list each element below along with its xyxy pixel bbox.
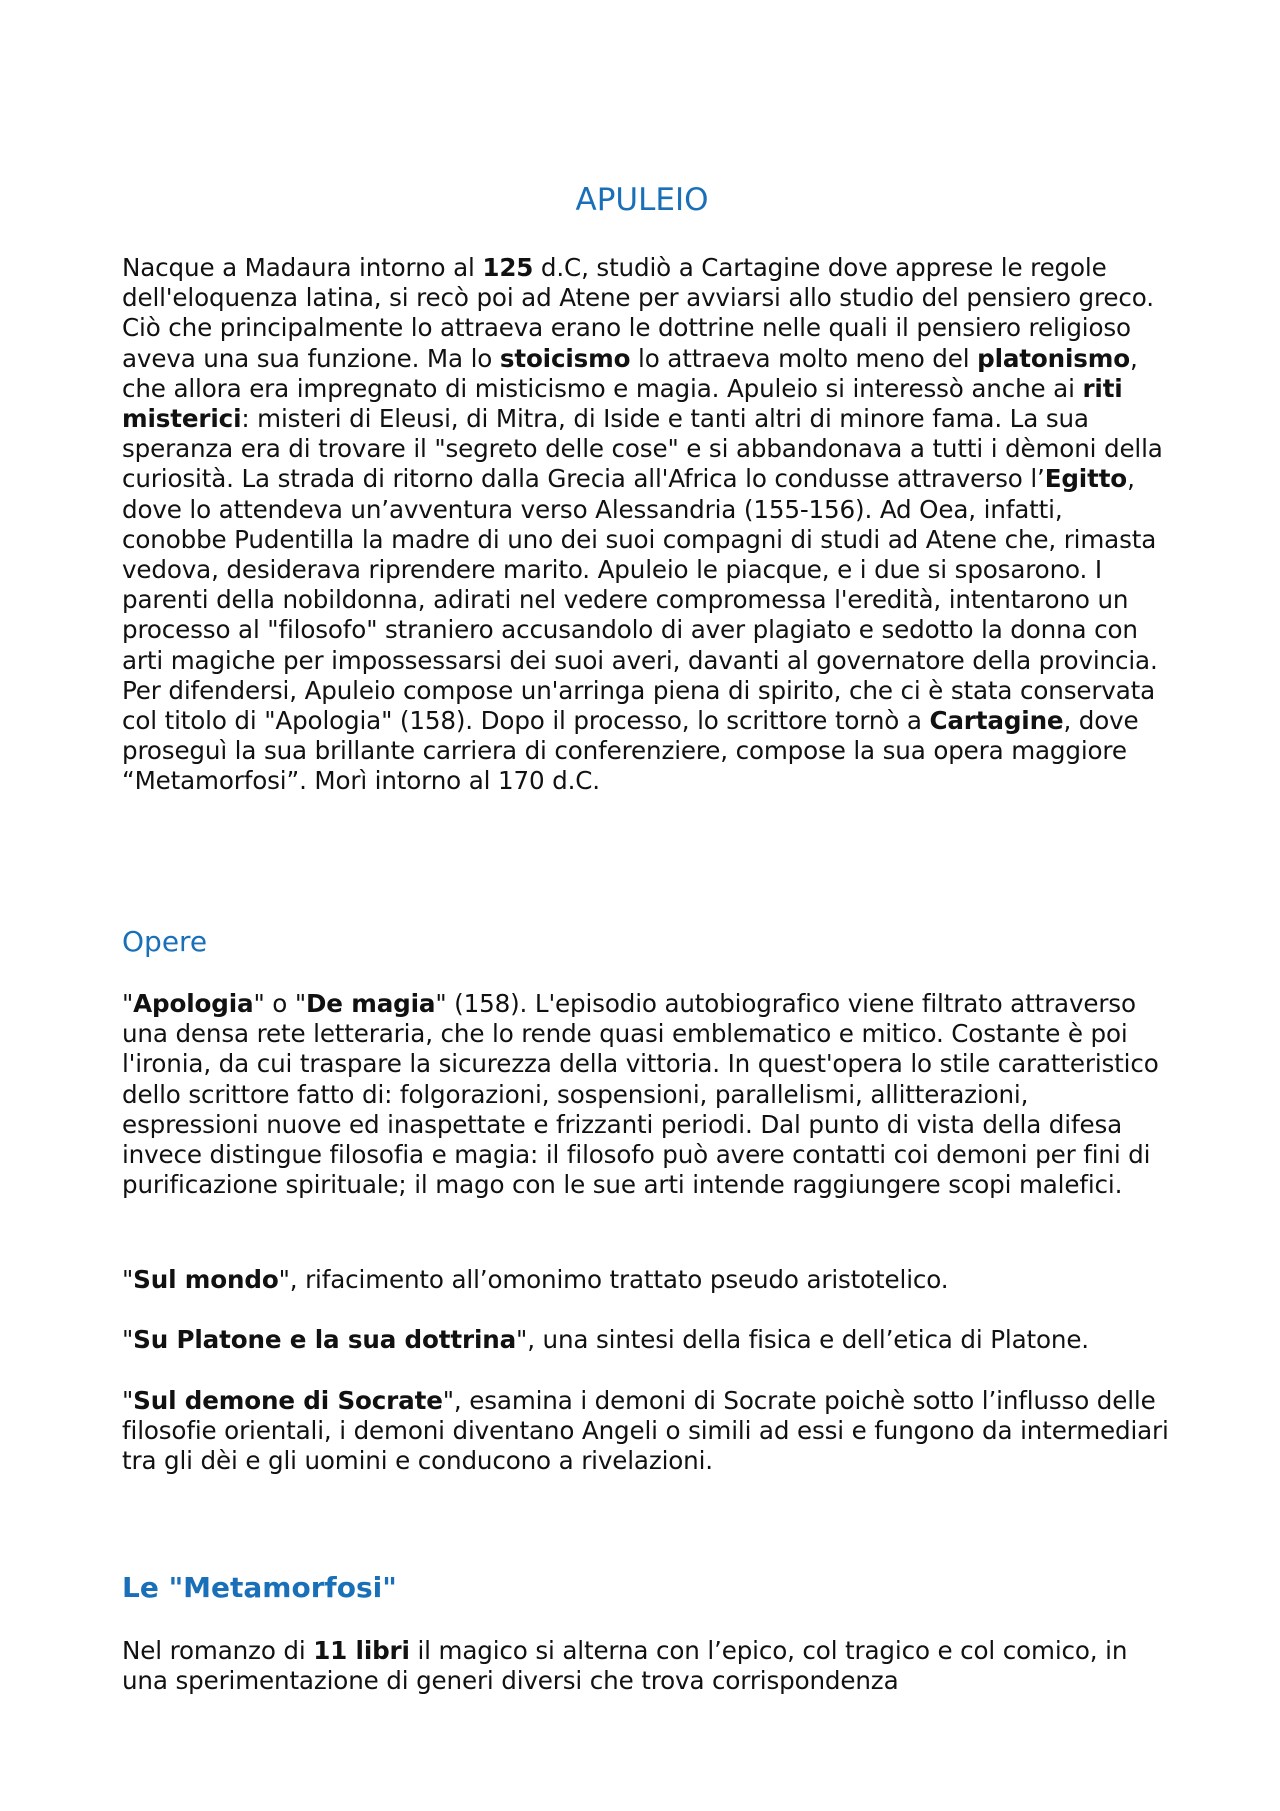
text-run: , che allora era impregnato di misticismo e magia. Apuleio si interessò anche ai	[122, 343, 1138, 403]
text-run: Nel romanzo di	[122, 1636, 314, 1665]
page-title: APULEIO	[575, 182, 709, 218]
text-run: "	[122, 1386, 134, 1415]
text-run: : misteri di Eleusi, di Mitra, di Iside e tanti altri di minore fama. La sua speranza era di trovare il "segreto delle cose" e si abbandonava a tutti i dèmoni della curiosità. La strada di ritorno dalla Grecia all'Africa lo condusse attraverso l’	[122, 404, 1163, 494]
bold-text: Egitto	[1044, 464, 1128, 494]
text-run: ", una sintesi della fisica e dell’etica di Platone.	[516, 1325, 1089, 1354]
text-run: "	[122, 989, 134, 1018]
sul-demone-paragraph	[122, 1386, 1172, 1477]
biography-paragraph	[122, 253, 1172, 797]
bold-text: platonismo	[977, 343, 1130, 373]
text-run: , dove lo attendeva un’avventura verso Alessandria (155-156). Ad Oea, infatti, conobbe Pudentilla la madre di uno dei suoi compagni di studi ad Atene che, rimasta vedova, desiderava riprendere marito. Apuleio le piacque, e i due si sposarono. I parenti della nobildonna, adirati nel vedere compromessa l'eredità, intentarono un processo al "filosofo" straniero accusandolo di aver plagiato e sedotto la donna con arti magiche per impossessarsi dei suoi averi, davanti al governatore della provincia. Per difendersi, Apuleio compose un'arringa piena di spirito, che ci è stata conservata col titolo di "Apologia" (158). Dopo il processo, lo scrittore tornò a	[122, 464, 1158, 736]
bold-text: riti misterici	[122, 373, 1123, 434]
text-run: ", esamina i demoni di Socrate poichè sotto l’influsso delle filosofie orientali, i demoni diventano Angeli o simili ad essi e fungono da intermediari tra gli dèi e gli uomini e conducono a rivelazioni.	[122, 1386, 1169, 1476]
text-run: " o "	[253, 989, 307, 1018]
bold-text: stoicismo	[499, 343, 631, 373]
bold-text: Cartagine	[929, 706, 1064, 736]
bold-text: De magia	[306, 989, 436, 1018]
text-run: il magico si alterna con l’epico, col tragico e col comico, in una sperimentazione di generi diversi che trova corrispondenza	[122, 1636, 1128, 1696]
metamorfosi-paragraph	[122, 1636, 1172, 1696]
text-run: d.C, studiò a Cartagine dove apprese le regole dell'eloquenza latina, si recò poi ad Atene per avviarsi allo studio del pensiero greco. Ciò che principalmente lo attraeva erano le dottrine nelle quali il pensiero religioso aveva una sua funzione. Ma lo	[122, 253, 1154, 373]
text-run: lo attraeva molto meno del	[630, 343, 978, 373]
text-run: ", rifacimento all’omonimo trattato pseudo aristotelico.	[278, 1265, 949, 1294]
bold-text: Apologia	[133, 989, 254, 1018]
section-heading-metamorfosi: Le "Metamorfosi"	[122, 1571, 397, 1604]
text-run: " (158). L'episodio autobiografico viene filtrato attraverso una densa rete letteraria, che lo rende quasi emblematico e mitico. Costante è poi l'ironia, da cui traspare la sicurezza della vittoria. In quest'opera lo stile caratteristico dello scrittore fatto di: folgorazioni, sospensioni, parallelismi, allitterazioni, espressioni nuove ed inaspettate e frizzanti periodi. Dal punto di vista della difesa invece distingue filosofia e magia: il filosofo può avere contatti coi demoni per fini di purificazione spirituale; il mago con le sue arti intende raggiungere scopi malefici.	[122, 989, 1159, 1200]
su-platone-paragraph	[122, 1325, 1089, 1355]
section-heading-opere: Opere	[122, 925, 208, 958]
text-run: , dove proseguì la sua brillante carriera di conferenziere, compose la sua opera maggiore “Metamorfosi”. Morì intorno al 170 d.C.	[122, 706, 1139, 796]
bold-text: 11 libri	[313, 1636, 410, 1665]
bold-text: Sul mondo	[133, 1265, 279, 1294]
bold-text: 125	[482, 253, 534, 282]
bold-text: Sul demone di Socrate	[133, 1386, 443, 1415]
text-run: "	[122, 1265, 134, 1294]
bold-text: Su Platone e la sua dottrina	[133, 1325, 517, 1354]
text-run: "	[122, 1325, 134, 1354]
apologia-paragraph	[122, 989, 1172, 1200]
text-run: Nacque a Madaura intorno al	[122, 253, 483, 282]
sul-mondo-paragraph	[122, 1265, 948, 1295]
